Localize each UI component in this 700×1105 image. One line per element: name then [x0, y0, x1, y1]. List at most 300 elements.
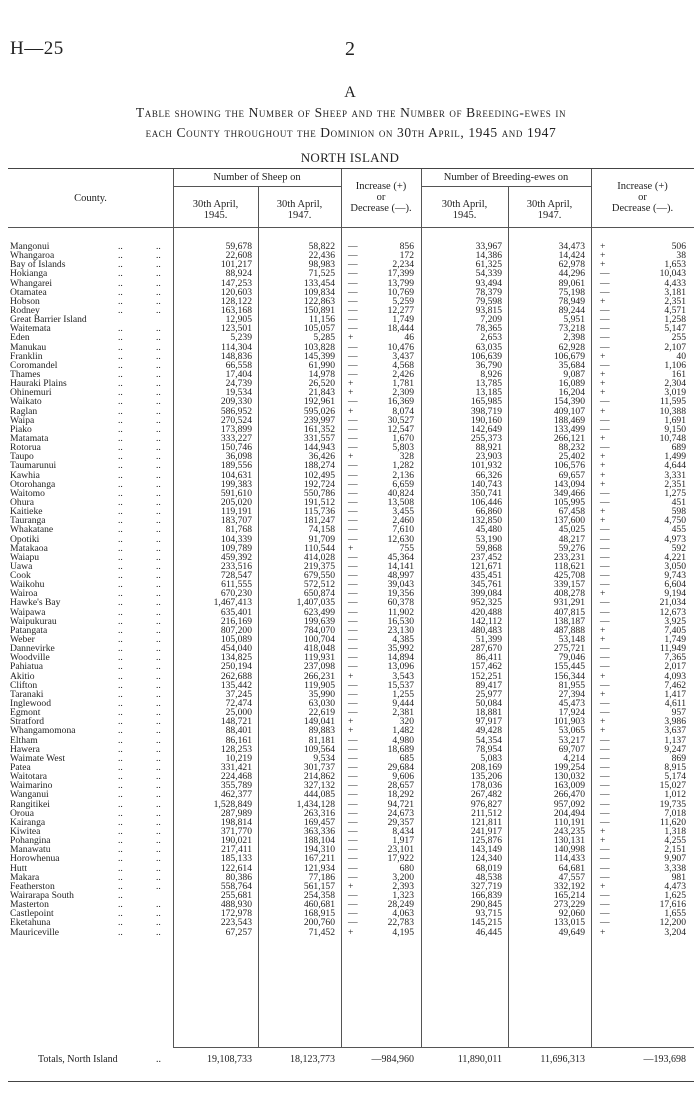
ewes-change: 9,247 — [664, 743, 686, 755]
sheep-1945: 86,161 — [225, 734, 252, 746]
ewes-change: 2,107 — [664, 341, 686, 353]
ewes-sign: + — [600, 368, 606, 380]
sheep-1945: 134,825 — [220, 652, 252, 664]
ewes-1945: 140,743 — [470, 478, 502, 490]
sheep-sign: — — [348, 899, 358, 911]
ewes-1945: 25,977 — [475, 688, 502, 700]
ewes-sign: — — [600, 615, 610, 627]
section-letter: A — [344, 84, 356, 101]
sheep-1947: 63,030 — [308, 698, 335, 710]
county-name: Makara — [10, 871, 40, 883]
dots-1: .. — [118, 597, 123, 609]
sheep-change: 9,444 — [392, 698, 414, 710]
sheep-1947: 14,978 — [308, 368, 335, 380]
ewes-1945: 59,868 — [475, 542, 502, 554]
sheep-1947: 119,931 — [304, 652, 335, 664]
totals-ewes-1945: 11,890,011 — [457, 1054, 502, 1065]
ewes-1947: 133,015 — [553, 917, 585, 929]
ewes-1945: 255,373 — [470, 432, 502, 444]
dots-1: .. — [118, 798, 123, 810]
dots-1: .. — [118, 570, 123, 582]
sheep-change: 4,980 — [392, 734, 414, 746]
ewes-1947: 957,092 — [553, 798, 585, 810]
ewes-sign: — — [600, 762, 610, 774]
sheep-1947: 327,132 — [303, 780, 335, 792]
ewes-change: 869 — [671, 752, 686, 764]
sheep-sign: — — [348, 643, 358, 655]
sheep-1947: 414,028 — [303, 551, 335, 563]
ewes-sign: — — [600, 816, 610, 828]
ewes-1947: 88,232 — [558, 442, 585, 454]
sheep-1945: 183,707 — [220, 515, 252, 527]
ewes-1945: 101,932 — [470, 460, 502, 472]
sheep-1945: 66,558 — [225, 359, 252, 371]
ewes-change: 1,258 — [664, 314, 686, 326]
ewes-1945: 53,190 — [475, 533, 502, 545]
ewes-change: 4,221 — [664, 551, 686, 563]
dots-1: .. — [118, 387, 123, 399]
title-line-2: each County throughout the Dominion on 30th April, 1945 and 1947 — [145, 125, 557, 140]
ewes-1947: 425,708 — [553, 570, 585, 582]
dots-2: .. — [156, 789, 161, 801]
ewes-1945: 125,876 — [470, 835, 502, 847]
dots-1: .. — [118, 826, 123, 837]
sheep-1947: 109,564 — [303, 743, 335, 755]
sheep-1947: 188,104 — [303, 835, 335, 847]
sheep-change: 2,309 — [392, 387, 414, 399]
sheep-1945: 148,836 — [220, 350, 252, 362]
header-county: County. — [74, 193, 107, 204]
county-name: Kaitieke — [10, 506, 43, 518]
ewes-1945: 952,325 — [470, 597, 502, 609]
sheep-change: 39,043 — [387, 579, 414, 591]
sheep-1947: 650,874 — [303, 588, 335, 600]
dots-2: .. — [156, 286, 161, 298]
ewes-1947: 53,217 — [558, 734, 585, 746]
ewes-change: 1,749 — [664, 634, 686, 646]
ewes-sign: + — [600, 670, 606, 682]
sheep-change: 3,543 — [392, 670, 414, 682]
ewes-change: 455 — [671, 524, 686, 536]
sheep-1947: 572,512 — [303, 579, 335, 591]
sheep-sign: — — [348, 771, 358, 783]
sheep-1945: 104,631 — [220, 469, 252, 481]
sheep-1947: 121,934 — [303, 862, 335, 874]
sheep-1945: 114,304 — [221, 341, 252, 353]
sheep-change: 5,259 — [392, 295, 414, 307]
sheep-1945: 135,442 — [220, 679, 252, 691]
ewes-1945: 135,206 — [470, 771, 502, 783]
ewes-change: 689 — [671, 442, 686, 454]
sheep-sign: — — [348, 624, 358, 636]
sheep-1947: 61,990 — [308, 359, 335, 371]
dots-1: .. — [118, 414, 123, 426]
dots-2: .. — [156, 670, 161, 682]
sheep-1947: 192,961 — [303, 396, 335, 408]
sheep-change: 14,894 — [387, 652, 414, 664]
sheep-change: 4,385 — [392, 634, 414, 646]
ewes-1947: 106,679 — [553, 350, 585, 362]
sheep-1945: 37,245 — [225, 688, 252, 700]
sheep-1947: 21,843 — [308, 387, 335, 399]
sheep-change: 1,255 — [392, 688, 414, 700]
ewes-sign: — — [600, 597, 610, 609]
sheep-1945: 488,930 — [220, 899, 252, 911]
sheep-change: 17,399 — [387, 268, 414, 280]
sheep-1945: 205,020 — [220, 496, 252, 508]
ewes-1947: 188,469 — [553, 414, 585, 426]
sheep-1947: 149,041 — [303, 716, 335, 728]
ewes-1947: 273,229 — [553, 899, 585, 911]
dots-2: .. — [156, 807, 161, 819]
dots-1: .. — [118, 277, 123, 289]
sheep-1947: 200,760 — [303, 917, 335, 929]
sheep-1945: 88,401 — [225, 725, 252, 737]
ewes-change: 7,462 — [664, 679, 686, 691]
sheep-change: 3,455 — [392, 506, 414, 518]
ewes-change: 10,748 — [659, 432, 686, 444]
ewes-change: 7,405 — [664, 624, 686, 636]
ewes-sign: + — [600, 451, 606, 463]
ewes-1947: 163,009 — [553, 780, 585, 792]
ewes-sign: + — [600, 469, 606, 481]
header-ewes-change — [591, 181, 694, 214]
sheep-change: 40,824 — [387, 487, 414, 499]
sheep-1947: 784,070 — [303, 624, 335, 636]
dots-1: .. — [118, 423, 123, 435]
ewes-sign: + — [600, 835, 606, 847]
county-name: Kawhia — [10, 469, 40, 481]
ewes-1947: 69,657 — [558, 469, 585, 481]
ewes-change: 9,743 — [664, 570, 686, 582]
dots-1: .. — [118, 496, 123, 508]
ewes-sign: + — [600, 826, 606, 837]
county-name: Tauranga — [10, 515, 46, 527]
dots-1: .. — [118, 908, 123, 920]
dots-1: .. — [118, 844, 123, 856]
county-name: Waipukurau — [10, 615, 57, 627]
sheep-1945: 1,528,849 — [213, 798, 252, 810]
county-name: Manukau — [10, 341, 47, 353]
ewes-1947: 45,473 — [558, 698, 585, 710]
sheep-sign: — — [348, 524, 358, 536]
dots-1: .. — [118, 442, 123, 454]
sheep-1945: 807,200 — [220, 624, 252, 636]
ewes-1947: 143,094 — [553, 478, 585, 490]
sheep-change: 8,074 — [392, 405, 414, 417]
dots-2: .. — [156, 350, 161, 362]
sheep-sign: + — [348, 725, 354, 737]
county-name: Hokianga — [10, 268, 48, 280]
ewes-1947: 73,218 — [558, 323, 585, 335]
dots-2: .. — [156, 542, 161, 554]
sheep-sign: + — [348, 880, 354, 892]
sheep-1947: 98,983 — [308, 259, 335, 271]
dots-2: .. — [156, 899, 161, 911]
county-name: Eden — [10, 332, 30, 344]
dots-2: .. — [156, 250, 161, 262]
sheep-change: 28,657 — [387, 780, 414, 792]
dots-1: .. — [118, 789, 123, 801]
county-name: Hutt — [10, 862, 28, 874]
header-ewes-1947 — [508, 199, 591, 221]
county-name: Featherston — [10, 880, 55, 892]
ewes-1945: 152,251 — [470, 670, 502, 682]
sheep-change: 30,527 — [387, 414, 414, 426]
county-name: Manawatu — [10, 844, 51, 856]
county-name: Patangata — [10, 624, 48, 636]
ewes-change: 21,034 — [659, 597, 686, 609]
dots-2: .. — [156, 661, 161, 673]
sheep-1947: 266,231 — [303, 670, 335, 682]
ewes-1945: 54,354 — [475, 734, 502, 746]
dots-1: .. — [118, 250, 123, 262]
sheep-1947: 77,186 — [308, 871, 335, 883]
dots-2: .. — [156, 451, 161, 463]
county-name: Hauraki Plains — [10, 378, 67, 390]
ewes-sign: + — [600, 926, 606, 938]
ewes-1945: 124,340 — [470, 853, 502, 865]
sheep-sign: — — [348, 241, 358, 252]
dots-1: .. — [118, 478, 123, 490]
sheep-1947: 191,512 — [303, 496, 335, 508]
sheep-sign: + — [348, 378, 354, 390]
dots-1: .. — [118, 332, 123, 344]
totals-ewes-1947: 11,696,313 — [540, 1054, 585, 1065]
totals-sheep-1947: 18,123,773 — [290, 1054, 335, 1065]
dots-2: .. — [156, 414, 161, 426]
county-name: Kiwitea — [10, 826, 41, 837]
county-name: Woodville — [10, 652, 50, 664]
sheep-1947: 102,495 — [303, 469, 335, 481]
ewes-1947: 101,903 — [553, 716, 585, 728]
sheep-change: 48,997 — [387, 570, 414, 582]
sheep-change: 1,282 — [392, 460, 414, 472]
sheep-sign: — — [348, 588, 358, 600]
sheep-1945: 459,392 — [220, 551, 252, 563]
dots-2: .. — [156, 268, 161, 280]
ewes-1945: 5,083 — [480, 752, 502, 764]
ewes-1947: 45,025 — [558, 524, 585, 536]
ewes-sign: — — [600, 789, 610, 801]
dots-1: .. — [118, 615, 123, 627]
county-name: Waimarino — [10, 780, 53, 792]
county-name: Taupo — [10, 451, 34, 463]
sheep-sign: — — [348, 295, 358, 307]
sheep-1945: 233,516 — [220, 560, 252, 572]
ewes-1947: 49,649 — [558, 926, 585, 938]
sheep-1945: 250,194 — [220, 661, 252, 673]
sheep-1945: 558,764 — [220, 880, 252, 892]
dots-1: .. — [118, 661, 123, 673]
county-name: Castlepoint — [10, 908, 54, 920]
ewes-1947: 339,157 — [553, 579, 585, 591]
sheep-1947: 679,550 — [303, 570, 335, 582]
dots-2: .. — [156, 844, 161, 856]
ewes-sign: — — [600, 560, 610, 572]
ewes-change: 1,012 — [664, 789, 686, 801]
dots-2: .. — [156, 826, 161, 837]
dots-1: .. — [118, 606, 123, 618]
county-name: Wairarapa South — [10, 889, 74, 901]
sheep-sign: — — [348, 259, 358, 271]
county-name: Hawera — [10, 743, 40, 755]
ewes-sign: + — [600, 725, 606, 737]
ewes-1945: 88,921 — [475, 442, 502, 454]
ewes-change: 8,915 — [664, 762, 686, 774]
sheep-sign: — — [348, 277, 358, 289]
dots-2: .. — [156, 570, 161, 582]
ewes-1945: 45,480 — [475, 524, 502, 536]
sheep-change: 12,277 — [387, 304, 414, 316]
ewes-1945: 48,538 — [475, 871, 502, 883]
county-name: Waipa — [10, 414, 35, 426]
dots-1: .. — [118, 889, 123, 901]
ewes-1945: 480,483 — [470, 624, 502, 636]
county-name: Masterton — [10, 899, 49, 911]
ewes-change: 15,027 — [659, 780, 686, 792]
sheep-sign: — — [348, 533, 358, 545]
sheep-1947: 9,534 — [313, 752, 335, 764]
sheep-sign: — — [348, 487, 358, 499]
sheep-sign: — — [348, 496, 358, 508]
sheep-sign: — — [348, 917, 358, 929]
ewes-1945: 166,839 — [470, 889, 502, 901]
sheep-sign: — — [348, 634, 358, 646]
sheep-1947: 71,525 — [308, 268, 335, 280]
ewes-1947: 931,291 — [553, 597, 585, 609]
county-name: Waipawa — [10, 606, 46, 618]
dots-2: .. — [156, 780, 161, 792]
sheep-1945: 80,386 — [225, 871, 252, 883]
ewes-change: 38 — [676, 250, 686, 262]
county-name: Waiapu — [10, 551, 40, 563]
dots-1: .. — [118, 542, 123, 554]
sheep-1945: 635,401 — [220, 606, 252, 618]
sheep-1945: 185,133 — [220, 853, 252, 865]
sheep-change: 4,063 — [392, 908, 414, 920]
sheep-1945: 104,339 — [220, 533, 252, 545]
ewes-change: 451 — [671, 496, 686, 508]
ewes-1947: 92,060 — [558, 908, 585, 920]
county-name: Pahiatua — [10, 661, 44, 673]
dots-1: .. — [118, 579, 123, 591]
ewes-sign: + — [600, 588, 606, 600]
ewes-change: 1,653 — [664, 259, 686, 271]
dots-1: .. — [118, 405, 123, 417]
ewes-1947: 5,951 — [563, 314, 585, 326]
dots-2: .. — [156, 597, 161, 609]
ewes-change: 11,595 — [659, 396, 686, 408]
dots-1: .. — [118, 762, 123, 774]
ewes-1947: 130,032 — [553, 771, 585, 783]
ewes-1945: 63,035 — [475, 341, 502, 353]
title-line-1: Table showing the Number of Sheep and the Number of Breeding-ewes in — [135, 105, 567, 120]
dots-2: .. — [156, 478, 161, 490]
sheep-sign: — — [348, 615, 358, 627]
dots-1: .. — [118, 716, 123, 728]
dots-1: .. — [118, 286, 123, 298]
ewes-1947: 110,191 — [554, 816, 585, 828]
ewes-change: 2,017 — [664, 661, 686, 673]
sheep-change: 11,902 — [387, 606, 414, 618]
ewes-change: 11,620 — [659, 816, 686, 828]
dots-2: .. — [156, 259, 161, 271]
ewes-change: 4,093 — [664, 670, 686, 682]
sheep-change: 16,530 — [387, 615, 414, 627]
sheep-change: 1,670 — [392, 432, 414, 444]
ewes-change: 598 — [671, 506, 686, 518]
sheep-1947: 22,619 — [308, 707, 335, 719]
sheep-1945: 36,098 — [225, 451, 252, 463]
dots-1: .. — [118, 743, 123, 755]
sheep-1947: 22,436 — [308, 250, 335, 262]
sheep-1947: 145,399 — [303, 350, 335, 362]
ewes-change: 5,174 — [664, 771, 686, 783]
totals-row — [8, 1051, 694, 1069]
ewes-change: 19,735 — [659, 798, 686, 810]
ewes-change: 1,691 — [664, 414, 686, 426]
sheep-1947: 623,499 — [303, 606, 335, 618]
dots-2: .. — [156, 835, 161, 847]
ewes-1945: 89,417 — [475, 679, 502, 691]
dots-1: .. — [118, 323, 123, 335]
ewes-1947: 275,721 — [553, 643, 585, 655]
ewes-sign: + — [600, 432, 606, 444]
sheep-change: 172 — [399, 250, 414, 262]
ewes-1945: 8,926 — [480, 368, 502, 380]
ewes-sign: + — [600, 259, 606, 271]
sheep-sign: — — [348, 862, 358, 874]
ewes-sign: — — [600, 423, 610, 435]
sheep-1945: 1,467,413 — [213, 597, 252, 609]
dots-1: .. — [118, 506, 123, 518]
ewes-sign: — — [600, 314, 610, 326]
dots-1: .. — [118, 707, 123, 719]
ewes-change: 10,388 — [659, 405, 686, 417]
dots-1: .. — [118, 670, 123, 682]
ewes-change: 1,137 — [664, 734, 686, 746]
sheep-change: 18,444 — [387, 323, 414, 335]
county-name: Waitemata — [10, 323, 51, 335]
county-name: Bay of Islands — [10, 259, 66, 271]
sheep-sign: — — [348, 341, 358, 353]
ewes-1945: 33,967 — [475, 241, 502, 252]
sheep-1945: 163,168 — [220, 304, 252, 316]
ewes-1947: 35,684 — [558, 359, 585, 371]
sheep-sign: — — [348, 661, 358, 673]
sheep-1945: 333,227 — [220, 432, 252, 444]
dots-1: .. — [118, 432, 123, 444]
ewes-change: 1,655 — [664, 908, 686, 920]
dots-1: .. — [118, 350, 123, 362]
ewes-sign: — — [600, 496, 610, 508]
page-ref: H—25 — [10, 38, 64, 59]
ewes-change: 981 — [671, 871, 686, 883]
ewes-1947: 487,888 — [553, 624, 585, 636]
sheep-1945: 101,217 — [220, 259, 252, 271]
sheep-change: 16,369 — [387, 396, 414, 408]
sheep-1947: 5,285 — [313, 332, 335, 344]
sheep-sign: — — [348, 469, 358, 481]
sheep-1945: 109,789 — [220, 542, 252, 554]
sheep-sign: — — [348, 314, 358, 326]
sheep-sign: — — [348, 250, 358, 262]
dots-2: .. — [156, 323, 161, 335]
dots-2: .. — [156, 588, 161, 600]
ewes-change: 10,043 — [659, 268, 686, 280]
sheep-1945: 255,681 — [220, 889, 252, 901]
